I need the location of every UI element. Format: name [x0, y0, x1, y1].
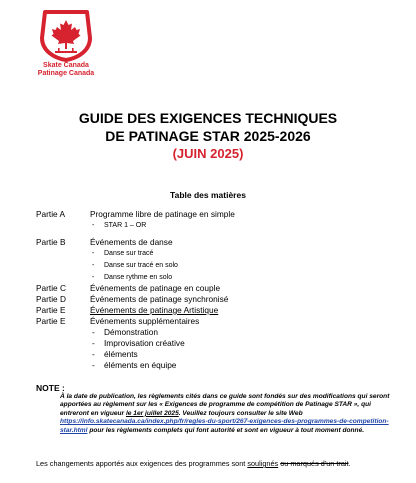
toc-part-e-label: Partie E	[36, 316, 66, 326]
logo-org-fr: Patinage Canada	[37, 70, 95, 77]
toc-part-e-title-supplementaires: Événements supplémentaires	[90, 316, 200, 326]
toc-part-d-label: Partie D	[36, 294, 66, 304]
document-title-line-2: DE PATINAGE STAR 2025-2026	[105, 128, 311, 144]
note-paragraph: À la date de publication, les règlements cités dans ce guide sont fondés sur des modifications qui seront apportées au règlement sur les « Exigences de programme de compétition de Patinage STAR », qui entreront en vigueur le 1er juillet 2025. Veuillez toujours consulter le site Web https://info.skatecanada.ca/index.php/fr/regles-du-sport/267-exigences-des-programmes-de-competition-star.html pour les règlements complets qui font autorité et sont en vigueur à tout moment donné.	[60, 393, 390, 434]
logo-org-en: Skate Canada	[43, 62, 89, 69]
toc-part-b-title: Événements de danse	[90, 237, 173, 247]
toc-part-b-item: - Danse sur tracé	[92, 250, 154, 257]
note-label: NOTE :	[36, 383, 65, 393]
toc-part-b-label: Partie B	[36, 237, 66, 247]
toc-part-e-item: - éléments	[92, 349, 138, 359]
toc-part-c-label: Partie C	[36, 283, 66, 293]
toc-part-e-item: - éléments en équipe	[92, 360, 177, 370]
document-date: (JUIN 2025)	[172, 146, 244, 161]
toc-part-a-title: Programme libre de patinage en simple	[90, 209, 235, 219]
maple-leaf-shield-icon	[39, 8, 93, 62]
document-title-line-1: GUIDE DES EXIGENCES TECHNIQUES	[78, 110, 338, 126]
toc-part-a-label: Partie A	[36, 209, 66, 219]
struck-sample: ou marqués d'un trait	[280, 459, 349, 468]
toc-part-b-item: - Danse sur tracé en solo	[92, 262, 178, 269]
changes-legend: Les changements apportés aux exigences des programmes sont soulignés ou marqués d'un trait.	[36, 459, 351, 468]
toc-part-b-item: - Danse rythme en solo	[92, 274, 173, 281]
effective-date: le 1er juillet 2025	[125, 409, 179, 417]
toc-part-d-title: Événements de patinage synchronisé	[90, 294, 229, 304]
rules-link[interactable]: https://info.skatecanada.ca/index.php/fr/regles-du-sport/267-exigences-des-programmes-de-competition-star.html	[60, 418, 389, 434]
toc-part-e-title-artistique: Événements de patinage Artistique	[90, 305, 219, 315]
toc-part-e-item: - Démonstration	[92, 327, 158, 337]
toc-part-a-item: - STAR 1 – OR	[92, 222, 147, 229]
skate-canada-logo	[36, 8, 96, 78]
underlined-sample: soulignés	[247, 459, 279, 468]
toc-heading: Table des matières	[170, 190, 246, 200]
toc-part-e-label: Partie E	[36, 305, 66, 315]
toc-part-e-item: - Improvisation créative	[92, 338, 185, 348]
toc-part-c-title: Événements de patinage en couple	[90, 283, 221, 293]
